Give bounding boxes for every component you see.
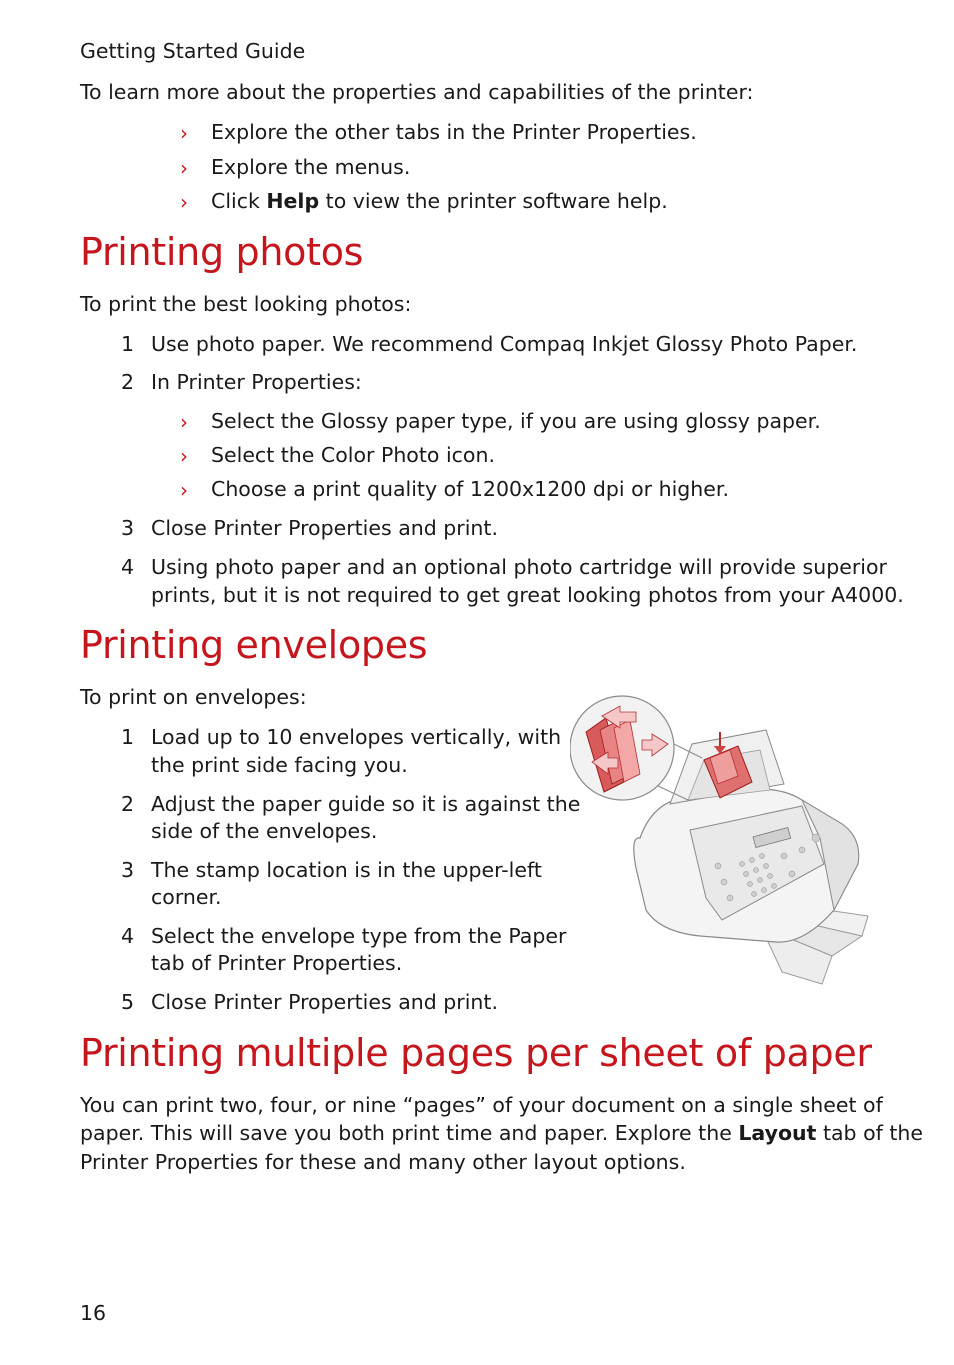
help-keyword: Help — [266, 189, 320, 213]
section-heading-multiple-pages: Printing multiple pages per sheet of paper — [80, 1031, 872, 1075]
step-text: side of the envelopes. — [151, 819, 378, 843]
step-number: 2 — [121, 792, 135, 816]
chevron-right-icon: › — [180, 156, 188, 180]
step-text: Use photo paper. We recommend Compaq Inkjet Glossy Photo Paper. — [151, 332, 858, 356]
step-text: Adjust the paper guide so it is against the — [151, 792, 581, 816]
step-number: 3 — [121, 858, 135, 882]
sub-bullet: Select the Color Photo icon. — [211, 443, 495, 467]
sub-bullet: Choose a print quality of 1200x1200 dpi or higher. — [211, 477, 729, 501]
photos-lead: To print the best looking photos: — [80, 292, 412, 316]
step-number: 3 — [121, 516, 135, 540]
step-number: 1 — [121, 725, 135, 749]
step-text: Load up to 10 envelopes vertically, with — [151, 725, 562, 749]
step-text: Select the envelope type from the Paper — [151, 924, 567, 948]
step-text: The stamp location is in the upper-left — [151, 858, 542, 882]
intro-lead: To learn more about the properties and capabilities of the printer: — [80, 80, 754, 104]
step-text: the print side facing you. — [151, 753, 408, 777]
chevron-right-icon: › — [180, 121, 188, 145]
running-title: Getting Started Guide — [80, 39, 306, 63]
step-text: Close Printer Properties and print. — [151, 516, 498, 540]
step-number: 1 — [121, 332, 135, 356]
step-number: 4 — [121, 555, 135, 579]
chevron-right-icon: › — [180, 410, 188, 434]
printer-envelope-illustration — [570, 688, 874, 988]
sub-bullet: Select the Glossy paper type, if you are using glossy paper. — [211, 409, 821, 433]
chevron-right-icon: › — [180, 444, 188, 468]
step-text: Close Printer Properties and print. — [151, 990, 498, 1014]
section-heading-envelopes: Printing envelopes — [80, 623, 428, 667]
step-number: 2 — [121, 370, 135, 394]
envelopes-lead: To print on envelopes: — [80, 685, 307, 709]
body-line: You can print two, four, or nine “pages” of your document on a single sheet of — [80, 1093, 883, 1117]
step-number: 4 — [121, 924, 135, 948]
intro-bullet: Click Help to view the printer software help. — [211, 189, 668, 213]
step-text: corner. — [151, 885, 222, 909]
step-number: 5 — [121, 990, 135, 1014]
step-text: In Printer Properties: — [151, 370, 362, 394]
step-text: tab of Printer Properties. — [151, 951, 403, 975]
section-heading-photos: Printing photos — [80, 230, 364, 274]
body-line: paper. This will save you both print time and paper. Explore the Layout tab of the — [80, 1121, 924, 1145]
intro-bullet: Explore the menus. — [211, 155, 411, 179]
body-line: Printer Properties for these and many other layout options. — [80, 1150, 686, 1174]
chevron-right-icon: › — [180, 478, 188, 502]
layout-keyword: Layout — [738, 1121, 817, 1145]
intro-bullet: Explore the other tabs in the Printer Properties. — [211, 120, 697, 144]
step-text: prints, but it is not required to get great looking photos from your A4000. — [151, 583, 904, 607]
page-number: 16 — [80, 1301, 107, 1325]
step-text: Using photo paper and an optional photo cartridge will provide superior — [151, 555, 887, 579]
chevron-right-icon: › — [180, 190, 188, 214]
